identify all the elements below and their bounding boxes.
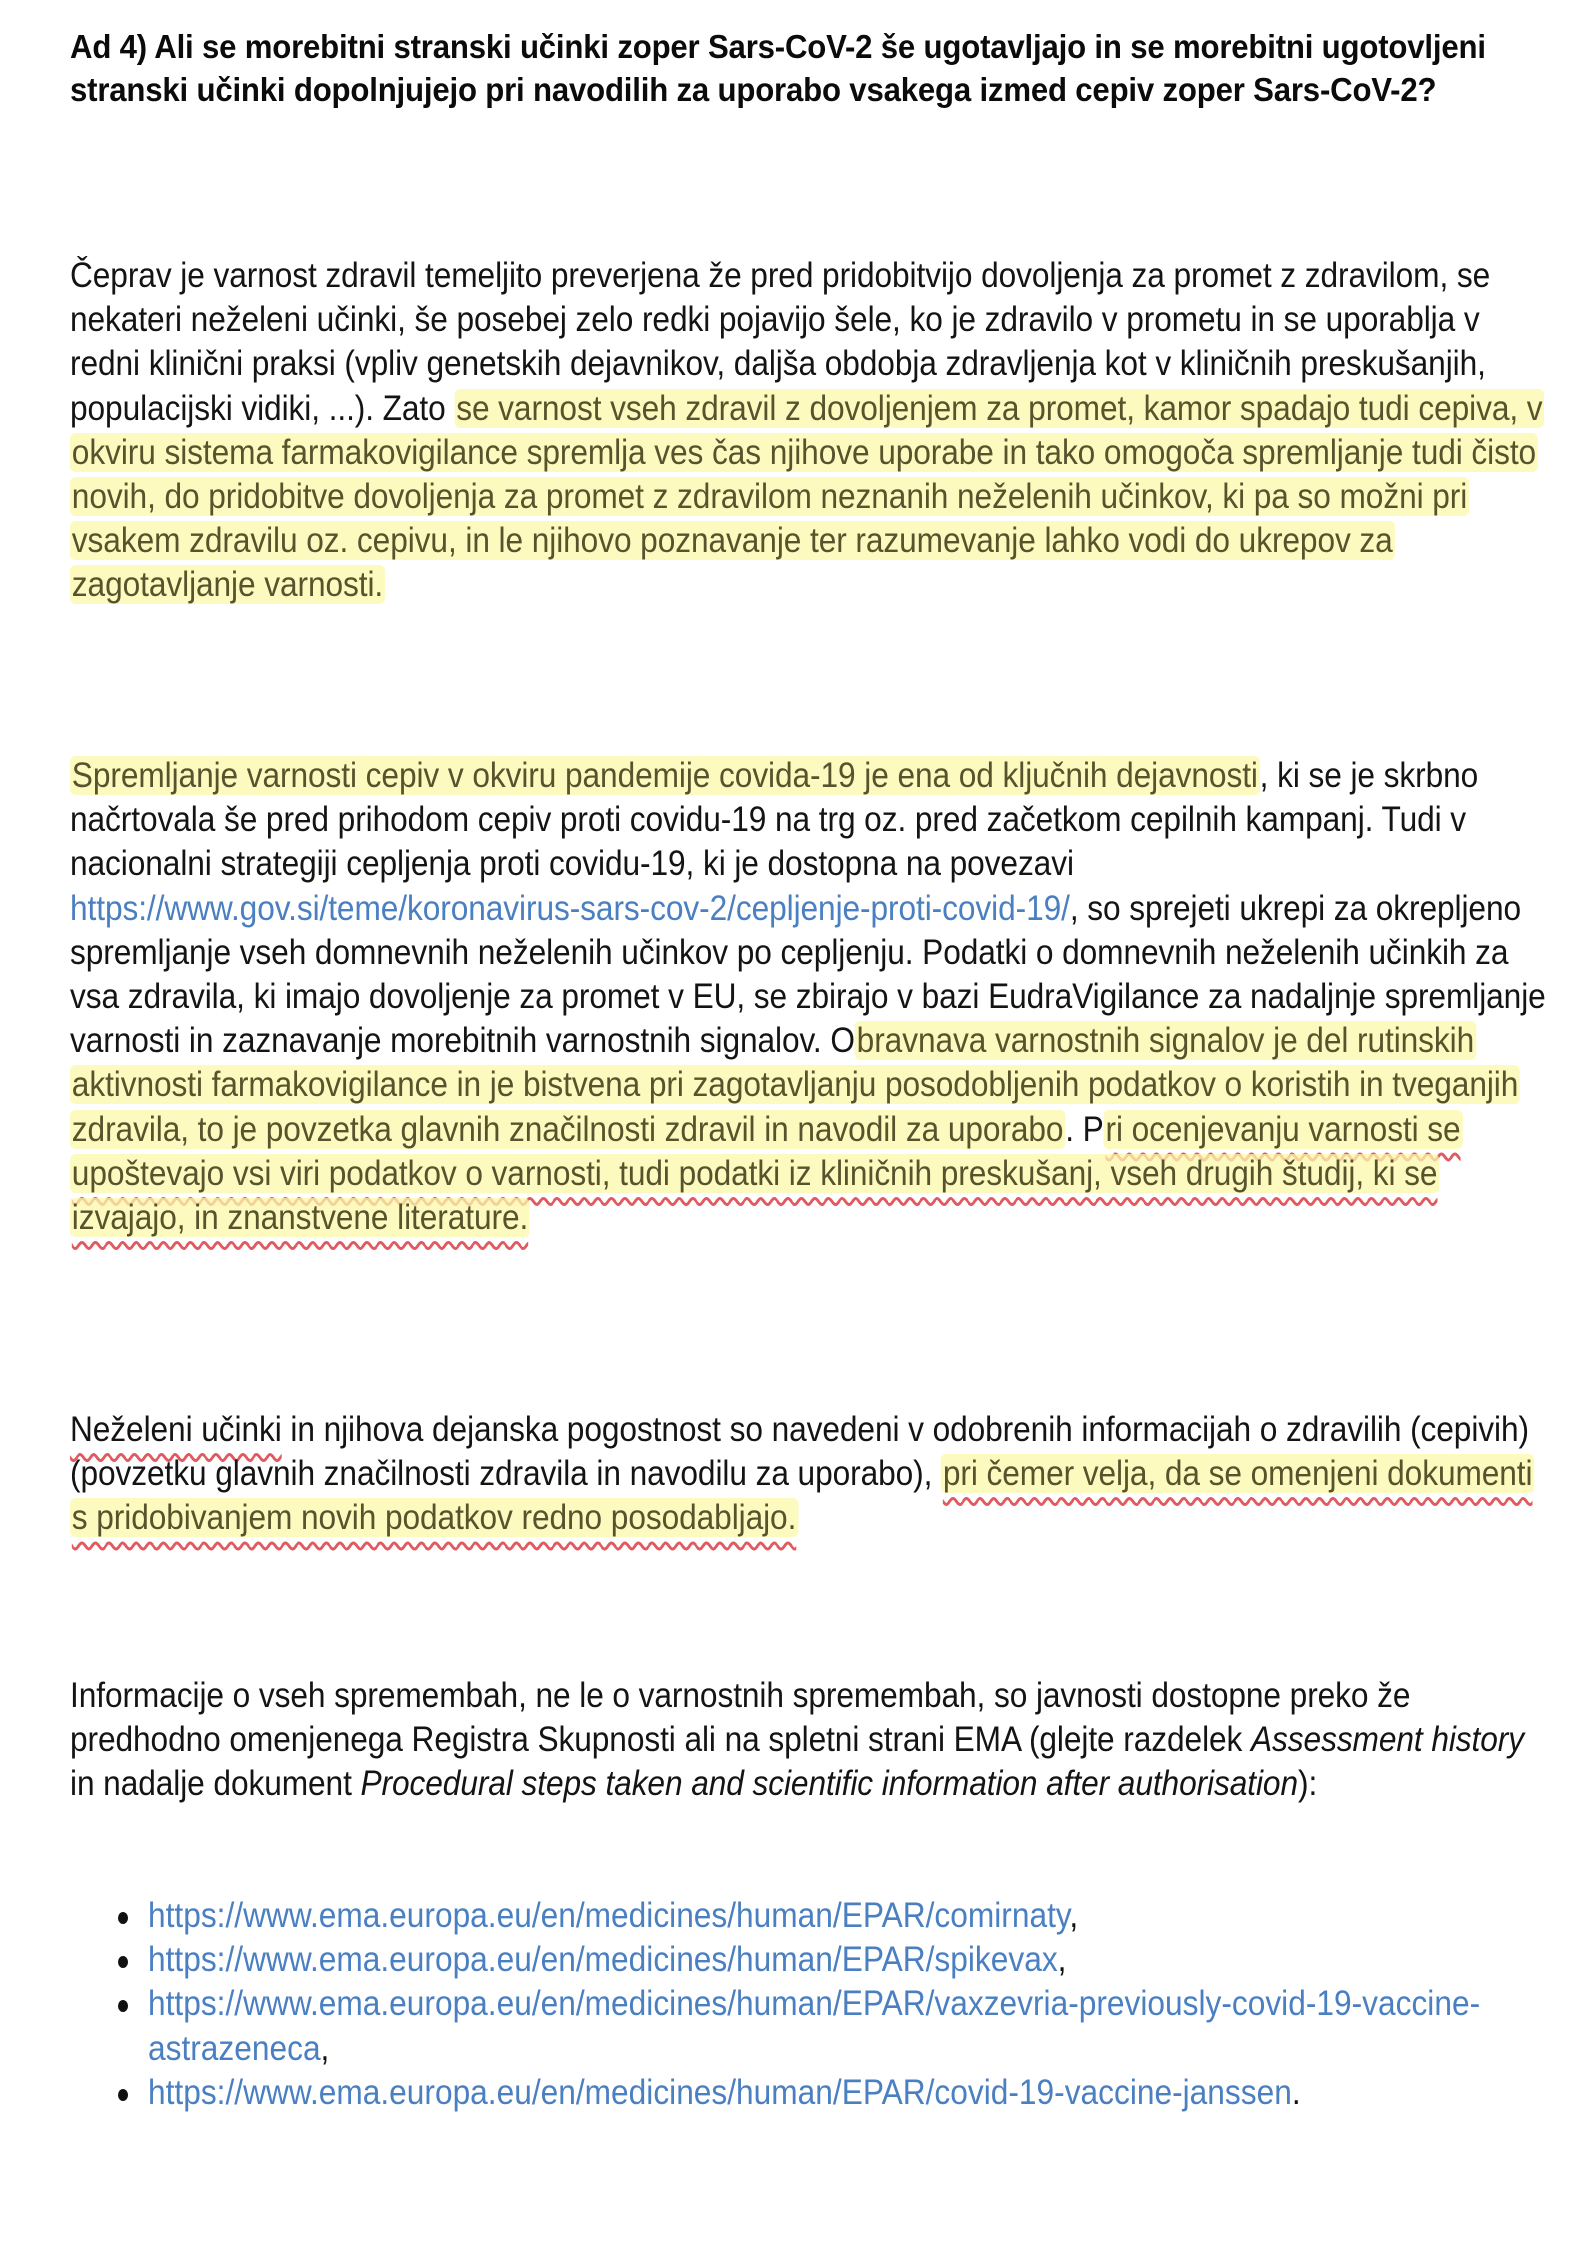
question-heading: Ad 4) Ali se morebitni stranski učinki zoper Sars-CoV-2 še ugotavljajo in se morebitni ugotovljeni stranski učinki dopolnjujejo pri navodilih za uporabo vsakega izmed cepiv zoper Sars-CoV-2? xyxy=(70,29,1486,109)
list-item xyxy=(70,2071,1592,2115)
ema-link-vaxzevria[interactable]: https://www.ema.europa.eu/en/medicines/human/EPAR/vaxzevria-previously-covid-19-vaccine-astrazeneca xyxy=(148,1984,1481,2068)
paragraph-text: ): xyxy=(1297,1764,1318,1804)
ema-link-comirnaty[interactable]: https://www.ema.europa.eu/en/medicines/human/EPAR/comirnaty xyxy=(148,1896,1070,1935)
list-item xyxy=(70,1894,1592,1938)
paragraph-vaccine-safety-monitoring xyxy=(70,754,1554,1240)
italic-term: Procedural steps taken and scientific information after authorisation xyxy=(360,1764,1298,1804)
list-item xyxy=(70,1938,1592,1982)
punctuation: , xyxy=(1069,1896,1079,1935)
ema-link-spikevax[interactable]: https://www.ema.europa.eu/en/medicines/human/EPAR/spikevax xyxy=(148,1940,1058,1980)
ema-links-list xyxy=(70,1894,1592,2115)
paragraph-text: Čeprav je varnost zdravil temeljito preverjena že pred pridobitvijo dovoljenja za promet z zdravilom, se nekateri neželeni učinki, še posebej zelo redki pojavijo šele, ko je zdravilo v prometu in se uporablja v redni klinični praksi (vpliv genetskih dejavnikov, daljša obdobja zdravljenja kot v kliničnih preskušanjih, populacijski vidiki, ...). Zato xyxy=(70,256,1491,428)
paragraph-text: in nadalje dokument xyxy=(70,1764,361,1804)
italic-term: Assessment history xyxy=(1251,1720,1524,1760)
paragraph-ema-info xyxy=(70,1674,1554,1807)
ema-link-janssen[interactable]: https://www.ema.europa.eu/en/medicines/human/EPAR/covid-19-vaccine-janssen xyxy=(148,2072,1292,2112)
bullet-icon xyxy=(118,1956,128,1968)
highlighted-text: Spremljanje varnosti cepiv v okviru pandemije covida-19 je ena od ključnih dejavnosti xyxy=(71,756,1258,795)
highlighted-underlined-text: ri ocenjevanju varnosti se upoštevajo vsi viri podatkov o varnosti, tudi podatki iz kliničnih preskušanj, vseh drugih študij, ki se izvajajo, in znanstvene literature. xyxy=(71,1109,1461,1238)
underlined-text: Neželeni učinki xyxy=(70,1410,282,1449)
bullet-icon xyxy=(118,2089,128,2101)
bullet-icon xyxy=(118,1912,128,1924)
strategy-link[interactable]: https://www.gov.si/teme/koronavirus-sars-cov-2/cepljenje-proti-covid-19/ xyxy=(70,888,1070,928)
paragraph-pharmacovigilance xyxy=(70,254,1554,608)
paragraph-text: , so sprejeti ukrepi za okrepljeno spremljanje vseh domnevnih neželenih učinkov po cepljenju. Podatki o domnevnih neželenih učinkih za vsa zdravila, ki imajo dovoljenje za promet v EU, se zbirajo v bazi EudraVigilance za nadaljnje spremljanje varnosti in zaznavanje morebitnih varnostnih signalov. O xyxy=(70,888,1546,1061)
paragraph-text: . P xyxy=(1065,1109,1104,1149)
highlighted-text: se varnost vseh zdravil z dovoljenjem za promet, kamor spadajo tudi cepiva, v okviru sistema farmakovigilance spremlja ves čas njihove uporabe in tako omogoča spremljanje tudi čisto novih, do pridobitve dovoljenja za promet z zdravilom neznanih neželenih učinkov, ki pa so možni pri vsakem zdravilu oz. cepivu, in le njihovo poznavanje ter razumevanje lahko vodi do ukrepov za zagotavljanje varnosti. xyxy=(71,388,1543,605)
bullet-icon xyxy=(118,2000,128,2012)
paragraph-side-effects-info xyxy=(70,1408,1554,1541)
paragraph-text: in njihova dejanska pogostnost so navedeni v odobrenih informacijah o zdravilih (cepivih) (povzetku glavnih značilnosti zdravila in navodilu za uporabo), xyxy=(70,1410,1529,1494)
paragraph-text: , ki se je skrbno načrtovala še pred prihodom cepiv proti covidu-19 na trg oz. pred začetkom cepilnih kampanj. Tudi v nacionalni strategiji cepljenja proti covidu-19, ki je dostopna na povezavi xyxy=(70,756,1479,884)
punctuation: , xyxy=(320,2028,330,2068)
punctuation: , xyxy=(1057,1940,1067,1980)
document-page xyxy=(70,26,1550,2112)
paragraph-text: Informacije o vseh spremembah, ne le o varnostnih spremembah, so javnosti dostopne preko že predhodno omenjenega Registra Skupnosti ali na spletni strani EMA (glejte razdelek xyxy=(70,1676,1411,1760)
highlighted-text: bravnava varnostnih signalov je del rutinskih aktivnosti farmakovigilance in je bistvena pri zagotavljanju posodobljenih podatkov o koristih in tveganjih zdravila, to je povzetka glavnih značilnosti zdravil in navodil za uporabo xyxy=(71,1021,1519,1149)
list-item xyxy=(70,1982,1592,2070)
highlighted-underlined-text: pri čemer velja, da se omenjeni dokumenti s pridobivanjem novih podatkov redno posodabljajo. xyxy=(71,1454,1533,1538)
punctuation: . xyxy=(1291,2072,1301,2112)
